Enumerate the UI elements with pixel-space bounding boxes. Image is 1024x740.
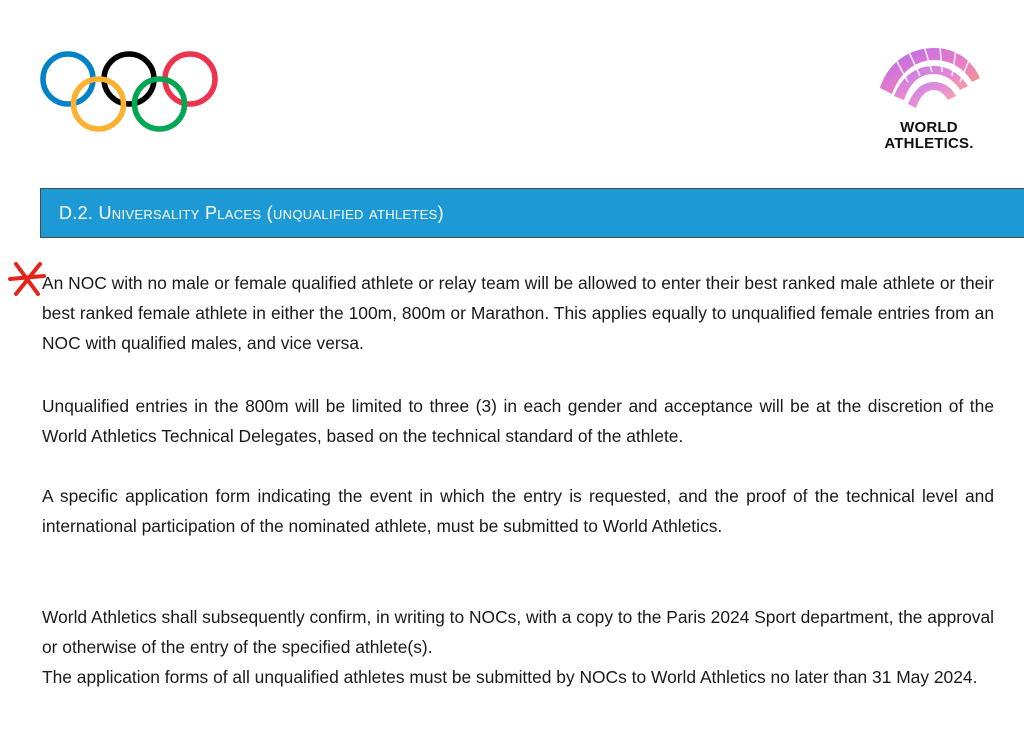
paragraph-confirmation: World Athletics shall subsequently confirm, in writing to NOCs, with a copy to the Paris 2024 Sport department, the approval or otherwise of the entry of the specified athlete(s). [42,607,994,657]
section-title: D.2. Universality Places (unqualified athletes) [59,203,444,223]
world-athletics-wordmark-line1: WORLD [900,119,958,136]
ring-green [135,79,185,129]
paragraph-deadline: The application forms of all unqualified athletes must be submitted by NOCs to World Athletics no later than 31 May 2024. [42,667,978,687]
world-athletics-mark-icon [874,42,986,110]
world-athletics-logo [866,42,992,152]
ring-yellow [74,79,124,129]
paragraph-application-form: A specific application form indicating the event in which the entry is requested, and the proof of the technical level and international participation of the nominated athlete, must be submitted to World Athletics. [42,486,994,536]
olympic-rings-icon [38,48,220,134]
paragraph-noc-entry-rule: An NOC with no male or female qualified athlete or relay team will be allowed to enter their best ranked male athlete or their best ranked female athlete in either the 100m, 800m or Marathon. This applies equally to unqualified female entries from an NOC with qualified males, and vice versa. [42,273,994,353]
paragraph-800m-limit: Unqualified entries in the 800m will be limited to three (3) in each gender and acceptance will be at the discretion of the World Athletics Technical Delegates, based on the technical standard of the athlete. [42,396,994,446]
ring-blue [43,54,93,104]
ring-black [104,54,154,104]
ring-red [165,54,215,104]
section-header-bar [40,188,1024,238]
world-athletics-wordmark-line2: ATHLETICS. [884,135,974,152]
